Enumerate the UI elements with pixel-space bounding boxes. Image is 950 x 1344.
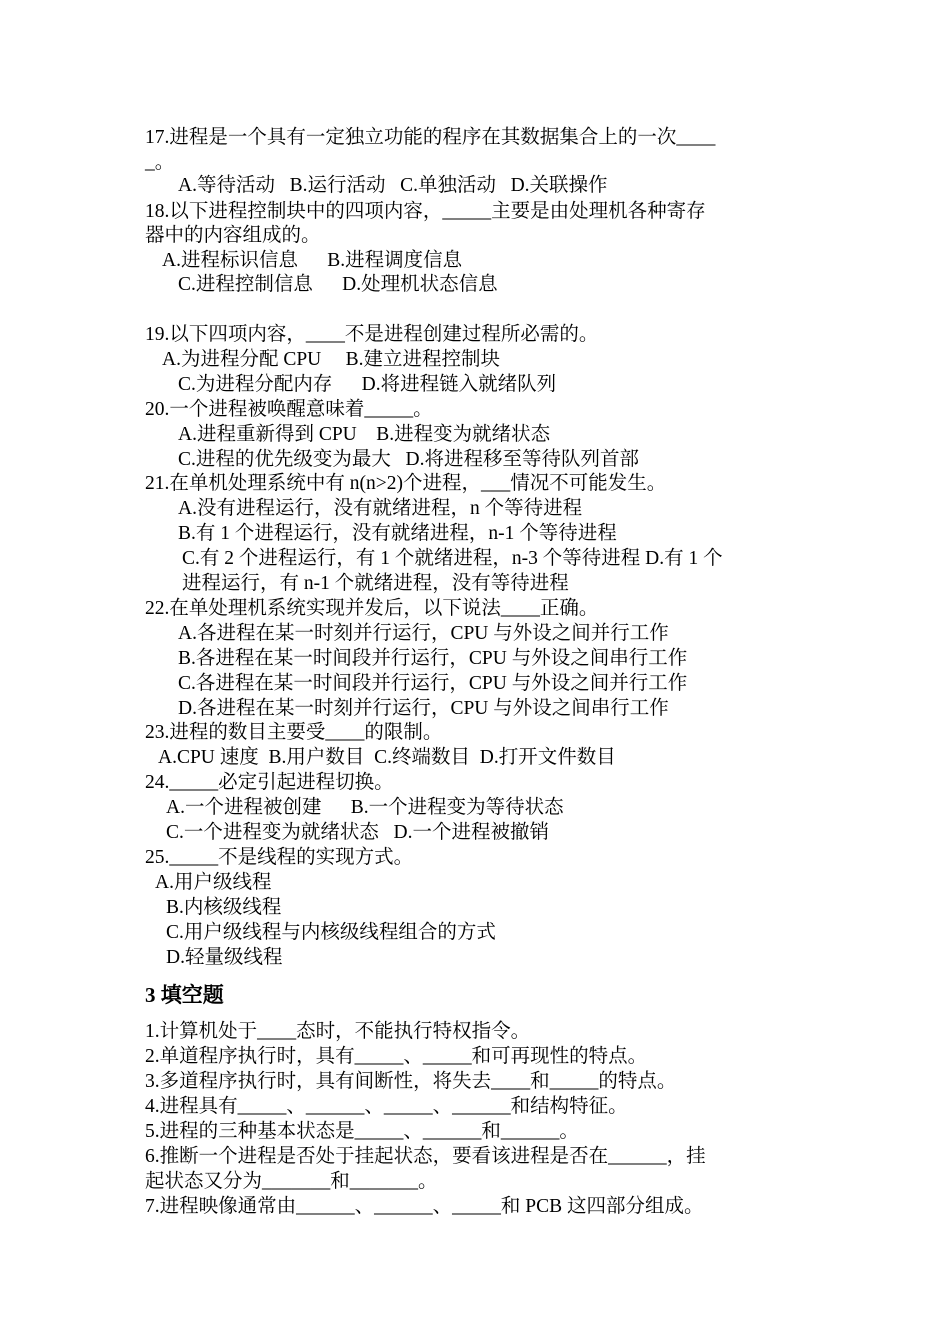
q21-stem: 21.在单机处理系统中有 n(n>2)个进程，___情况不可能发生。 [145,473,667,494]
q22-option-c: C.各进程在某一时间段并行运行，CPU 与外设之间并行工作 [178,673,688,694]
q18-options-1: A.进程标识信息 B.进程调度信息 [162,250,463,271]
q22-stem: 22.在单处理机系统实现并发后，以下说法____正确。 [145,598,599,619]
fill-q4: 4.进程具有_____、______、_____、______和结构特征。 [145,1096,628,1117]
fill-q6-line1: 6.推断一个进程是否处于挂起状态，要看该进程是否在______，挂 [145,1146,706,1167]
q19-stem: 19.以下四项内容，____不是进程创建过程所必需的。 [145,324,599,345]
q25-option-d: D.轻量级线程 [166,947,283,968]
q19-options-1: A.为进程分配 CPU B.建立进程控制块 [162,349,501,370]
q21-option-c-line2: 进程运行，有 n-1 个就绪进程，没有等待进程 [182,573,569,594]
q21-option-a: A.没有进程运行，没有就绪进程，n 个等待进程 [178,498,583,519]
q17-options: A.等待活动 B.运行活动 C.单独活动 D.关联操作 [178,175,608,196]
q17-stem-line2: _。 [145,152,175,173]
q18-stem-line1: 18.以下进程控制块中的四项内容，_____主要是由处理机各种寄存 [145,201,706,222]
q23-options: A.CPU 速度 B.用户数目 C.终端数目 D.打开文件数目 [158,747,616,768]
q24-options-1: A.一个进程被创建 B.一个进程变为等待状态 [166,797,564,818]
q20-options-2: C.进程的优先级变为最大 D.将进程移至等待队列首部 [178,449,639,470]
q20-options-1: A.进程重新得到 CPU B.进程变为就绪状态 [178,424,551,445]
q25-stem: 25._____不是线程的实现方式。 [145,847,414,868]
q24-stem: 24._____必定引起进程切换。 [145,772,394,793]
fill-q7: 7.进程映像通常由______、______、_____和 PCB 这四部分组成。 [145,1196,704,1217]
q17-stem-line1: 17.进程是一个具有一定独立功能的程序在其数据集合上的一次____ [145,127,716,148]
q18-stem-line2: 器中的内容组成的。 [145,225,321,246]
q22-option-d: D.各进程在某一时刻并行运行，CPU 与外设之间串行工作 [178,698,669,719]
q20-stem: 20.一个进程被唤醒意味着_____。 [145,399,433,420]
fill-q5: 5.进程的三种基本状态是_____、______和______。 [145,1121,579,1142]
q21-option-b: B.有 1 个进程运行，没有就绪进程，n-1 个等待进程 [178,523,617,544]
fill-q3: 3.多道程序执行时，具有间断性，将失去____和_____的特点。 [145,1071,677,1092]
fill-q6-line2: 起状态又分为_______和_______。 [145,1171,438,1192]
q24-options-2: C.一个进程变为就绪状态 D.一个进程被撤销 [166,822,549,843]
fill-q2: 2.单道程序执行时，具有_____、_____和可再现性的特点。 [145,1046,648,1067]
q22-option-a: A.各进程在某一时刻并行运行，CPU 与外设之间并行工作 [178,623,669,644]
q25-option-c: C.用户级线程与内核级线程组合的方式 [166,922,496,943]
q19-options-2: C.为进程分配内存 D.将进程链入就绪队列 [178,374,557,395]
q25-option-b: B.内核级线程 [166,897,282,918]
q22-option-b: B.各进程在某一时间段并行运行，CPU 与外设之间串行工作 [178,648,688,669]
q18-options-2: C.进程控制信息 D.处理机状态信息 [178,274,498,295]
section-heading: 3 填空题 [145,983,224,1007]
fill-q1: 1.计算机处于____态时，不能执行特权指令。 [145,1021,531,1042]
q25-option-a: A.用户级线程 [155,872,272,893]
q21-option-c-line1: C.有 2 个进程运行，有 1 个就绪进程，n-3 个等待进程 D.有 1 个 [182,548,723,569]
q23-stem: 23.进程的数目主要受____的限制。 [145,722,443,743]
